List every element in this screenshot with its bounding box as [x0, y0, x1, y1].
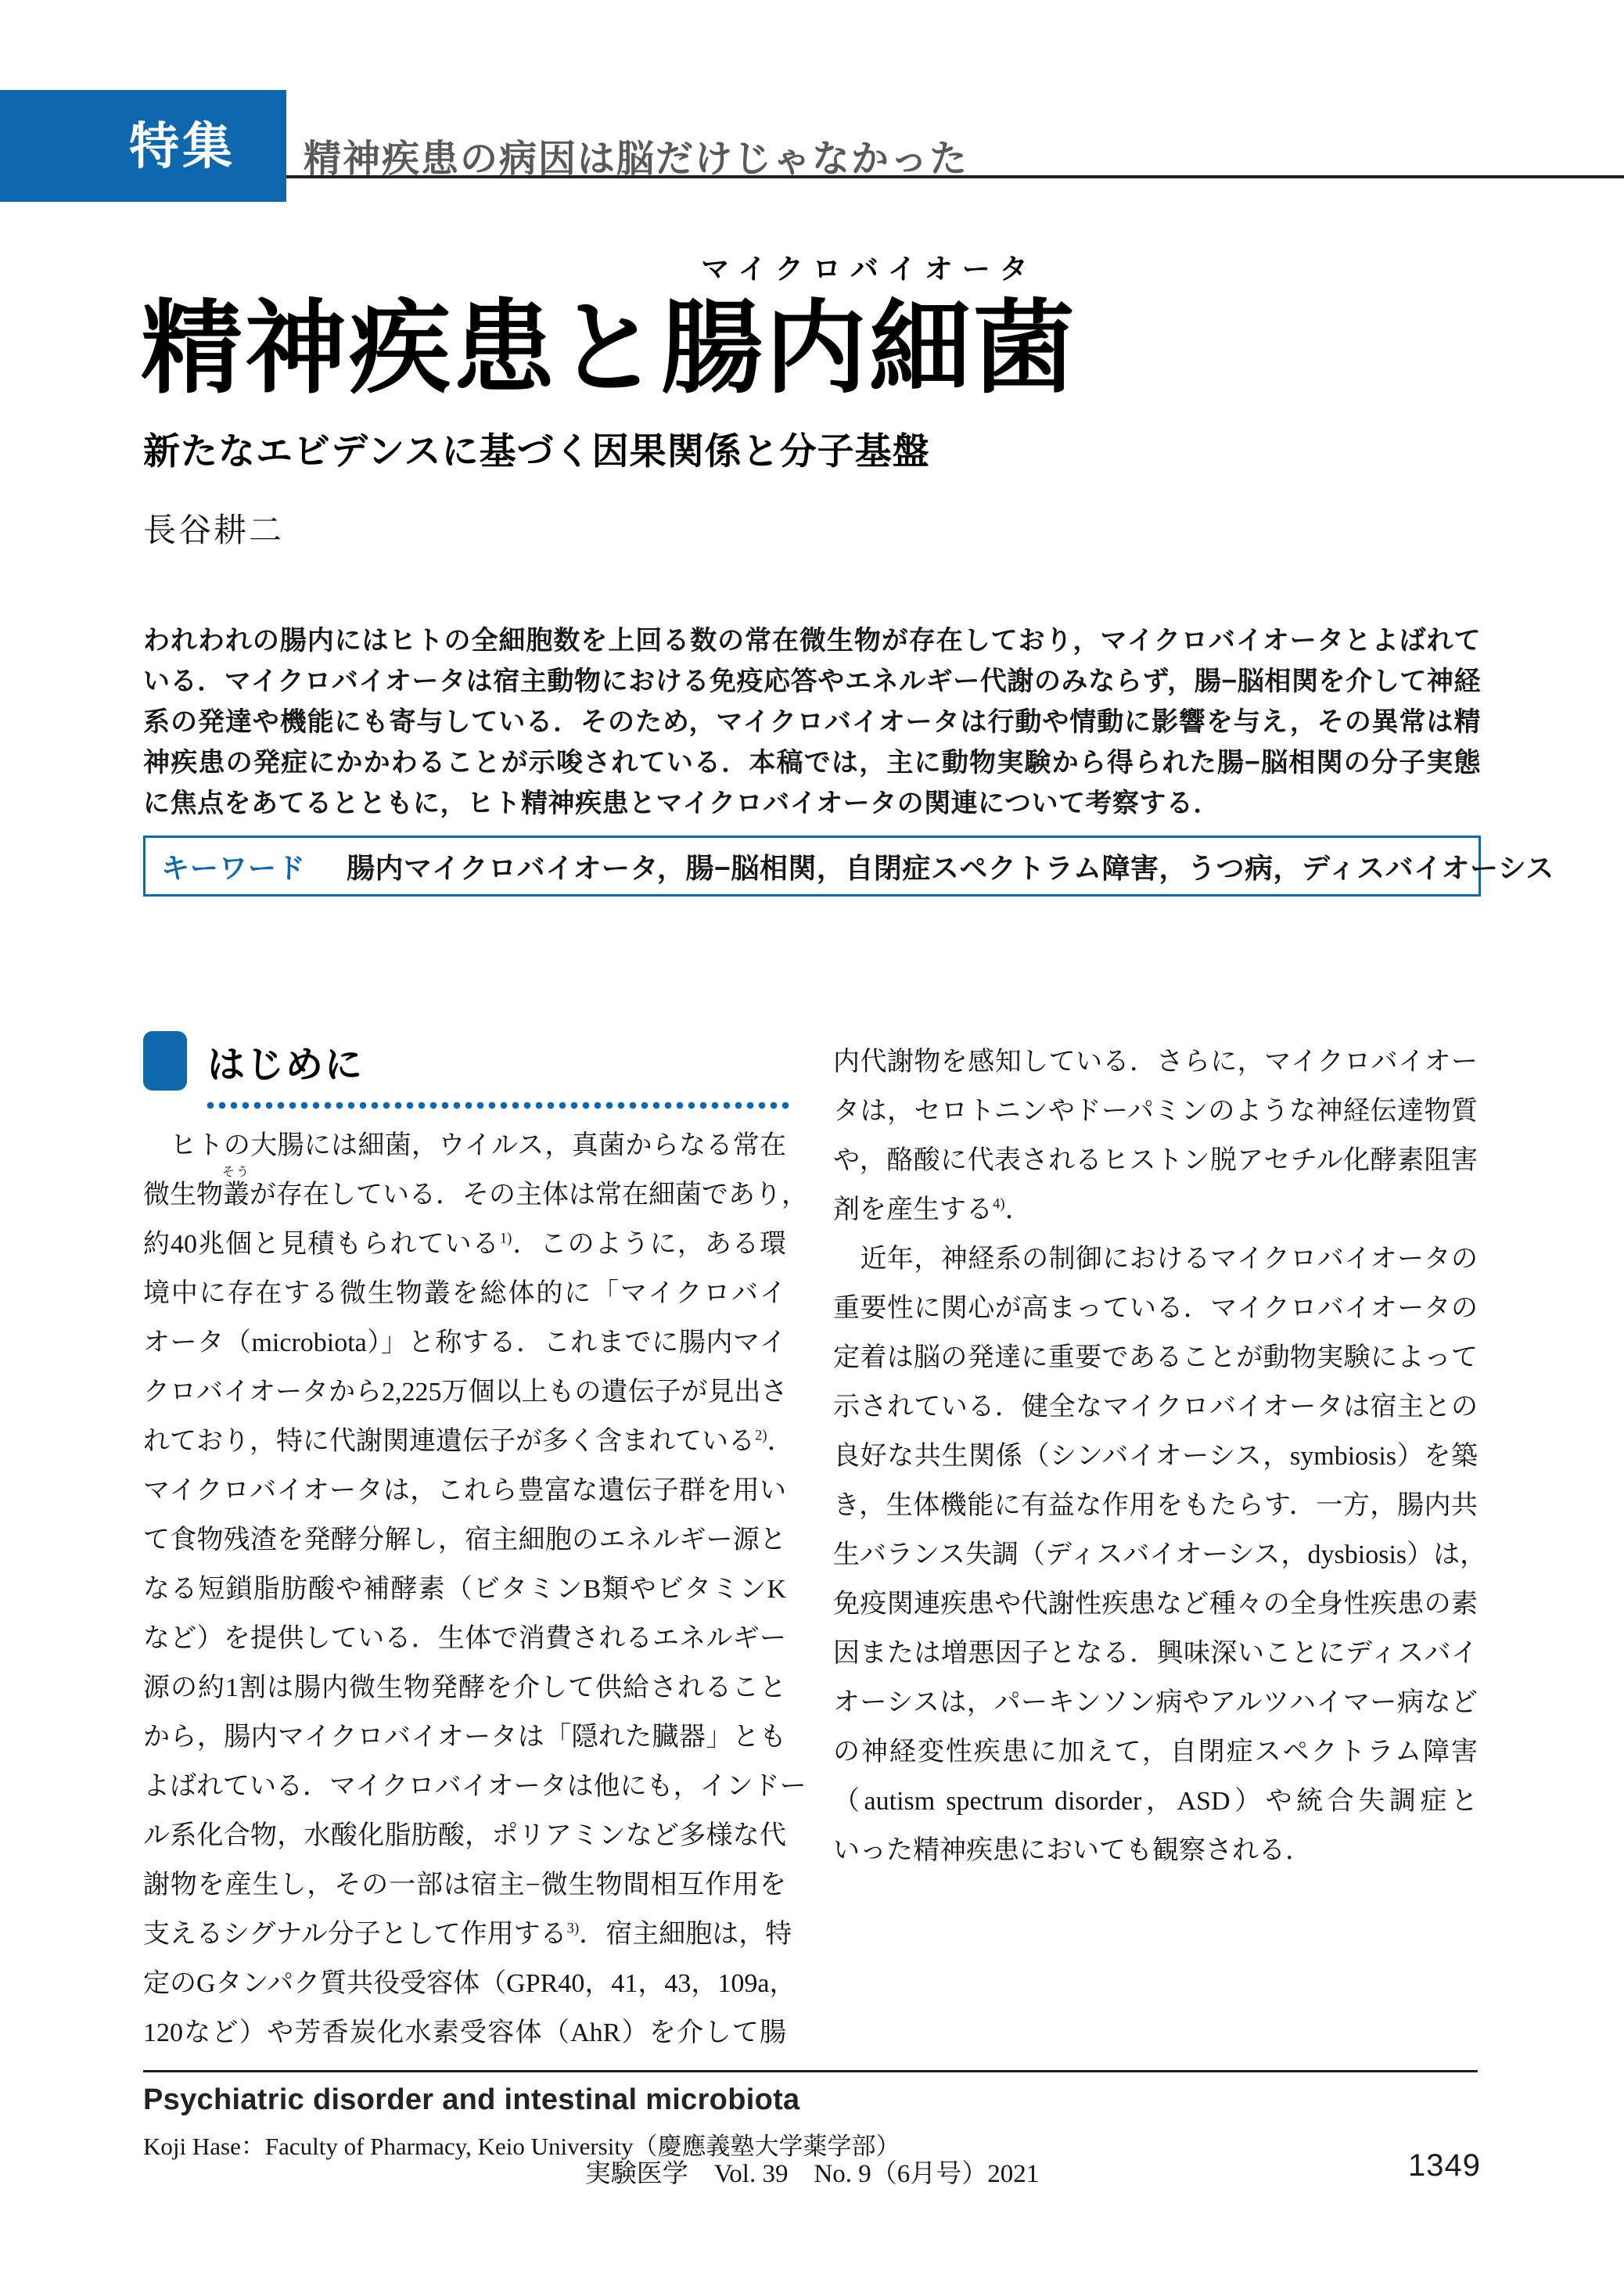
feature-series-title: 精神疾患の病因は脳だけじゃなかった [304, 138, 969, 180]
keyword-list: 腸内マイクロバイオータ，腸−脳相関，自閉症スペクトラム障害，うつ病，ディスバイオーシス [347, 851, 1554, 884]
text-line: オーシスは，パーキンソン病やアルツハイマー病など [833, 1688, 1478, 1717]
text-line: なる短鎖脂肪酸や補酵素（ビタミンB類やビタミンK [143, 1575, 786, 1604]
feature-badge [0, 90, 286, 202]
text-line: クロバイオータから2,225万個以上もの遺伝子が見出さ [143, 1378, 788, 1407]
text-line: ヒトの大腸には細菌，ウイルス，真菌からなる常在 [143, 1131, 786, 1160]
text-line: 謝物を産生し，その一部は宿主−微生物間相互作用を [143, 1871, 786, 1899]
text-line: 因または増悪因子となる．興味深いことにディスバイ [833, 1639, 1478, 1668]
text-line: タは，セロトニンやドーパミンのような神経伝達物質 [833, 1097, 1478, 1126]
keyword-box [143, 836, 1554, 897]
text-line: 定のGタンパク質共役受容体（GPR40，41，43，109a， [143, 1969, 796, 1998]
footer-rule [143, 2070, 1478, 2072]
text-line: 免疫関連疾患や代謝性疾患など種々の全身性疾患の素 [833, 1590, 1478, 1619]
text-line: いった精神疾患においても観察される． [833, 1836, 1312, 1865]
text-line: オータ（microbiota）」と称する．これまでに腸内マイ [143, 1328, 786, 1357]
feature-badge-label: 特集 [129, 117, 235, 174]
section-marker-icon [143, 1031, 187, 1091]
abstract-paragraph: われわれの腸内にはヒトの全細胞数を上回る数の常在微生物が存在しており，マイクロバイオータとよばれている．マイクロバイオータは宿主動物における免疫応答やエネルギー代謝のみならず，腸−脳相関を介して神経系の発達や機能にも寄与している．そのため，マイクロバイオータは行動や情動に影響を与え，その異常は精神疾患の発症にかかわることが示唆されている．本稿では，主に動物実験から得られた腸−脳相関の分子実態に焦点をあてるとともに，ヒト精神疾患とマイクロバイオータの関連について考察する． [143, 626, 1481, 818]
text-line: 源の約1割は腸内微生物発酵を介して供給されること [143, 1673, 786, 1702]
text-line: （autism spectrum disorder，ASD）や統合失調症と [833, 1787, 1478, 1816]
article-title-ruby-text: マイクロバイオータ [701, 253, 1037, 285]
text-line: ル系化合物，水酸化脂肪酸，ポリアミンなど多様な代 [143, 1821, 786, 1850]
text-line: から，腸内マイクロバイオータは「隠れた臓器」とも [143, 1723, 786, 1752]
article-subtitle: 新たなエビデンスに基づく因果関係と分子基盤 [143, 430, 930, 472]
text-line: 定着は脳の発達に重要であることが動物実験によって [833, 1343, 1478, 1372]
text-line: 重要性に関心が高まっている．マイクロバイオータの [833, 1294, 1478, 1323]
footer-page-number: 1349 [1408, 2148, 1481, 2183]
body-column-right [833, 1037, 1487, 1875]
section-title: はじめに [207, 1044, 365, 1086]
footer-affiliation: Koji Hase：Faculty of Pharmacy, Keio University（慶應義塾大学薬学部） [143, 2133, 900, 2160]
text-line: 近年，神経系の制御におけるマイクロバイオータの [833, 1245, 1478, 1274]
text-line: 内代謝物を感知している．さらに，マイクロバイオー [833, 1048, 1478, 1076]
text-line: 120など）や芳香炭化水素受容体（AhR）を介して腸 [143, 2018, 786, 2047]
text-line: の神経変性疾患に加えて，自閉症スペクトラム障害 [833, 1738, 1478, 1766]
text-line: 約40兆個と見積もられている$^{1)}$．このように，ある環 [143, 1230, 787, 1259]
article-title [141, 253, 1078, 405]
text-line: 微生物叢 そう が存在している．その主体は常在細菌であり， [143, 1166, 808, 1209]
footer-english-title: Psychiatric disorder and intestinal microbiota [143, 2083, 800, 2116]
text-line: 示されている．健全なマイクロバイオータは宿主との [833, 1393, 1478, 1421]
text-line: き，生体機能に有益な作用をもたらす．一方，腸内共 [833, 1491, 1478, 1520]
body-column-left [143, 1121, 808, 2058]
footer-journal-info: 実験医学 Vol. 39 No. 9（6月号）2021 [584, 2160, 1040, 2188]
keyword-label: キーワード [161, 851, 307, 884]
article-title-ruby-base [661, 253, 1078, 405]
text-line: て食物残渣を発酵分解し，宿主細胞のエネルギー源と [143, 1526, 786, 1554]
article-title-prefix: 精神疾患と [141, 291, 662, 405]
text-line: 生バランス失調（ディスバイオーシス，dysbiosis）は， [833, 1540, 1487, 1569]
text-line: マイクロバイオータは，これら豊富な遺伝子群を用い [143, 1476, 786, 1505]
text-line: 剤を産生する$^{4)}$． [833, 1195, 1032, 1224]
section-dotted-rule [205, 1100, 793, 1111]
text-line: 支えるシグナル分子として作用する$^{3)}$．宿主細胞は，特 [143, 1920, 792, 1949]
section-heading [143, 1031, 364, 1091]
text-line: 良好な共生関係（シンバイオーシス，symbiosis）を築 [833, 1442, 1478, 1471]
article-title-base-text: 腸内細菌 [661, 291, 1078, 405]
text-line: よばれている．マイクロバイオータは他にも，インドー [143, 1772, 807, 1801]
text-line: 境中に存在する微生物叢を総体的に「マイクロバイ [143, 1279, 786, 1308]
author-name: 長谷耕二 [143, 512, 285, 548]
text-line: や，酪酸に代表されるヒストン脱アセチル化酵素阻害 [833, 1146, 1478, 1175]
text-line: など）を提供している．生体で消費されるエネルギー [143, 1624, 786, 1653]
text-line: れており，特に代謝関連遺伝子が多く含まれている$^{2)}$． [143, 1427, 794, 1456]
